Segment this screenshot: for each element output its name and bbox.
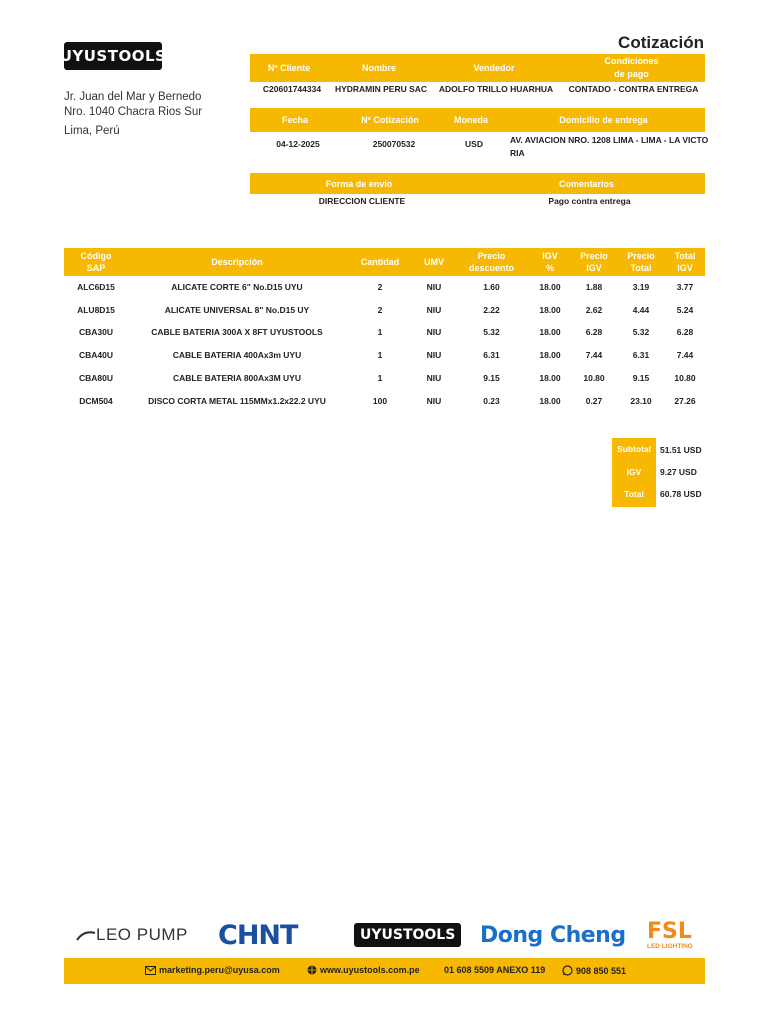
item-description: CABLE BATERIA 400Ax3m UYU	[172, 350, 302, 361]
item-price-total: 6.31	[632, 350, 650, 361]
item-total-igv: 10.80	[674, 372, 696, 383]
item-discount-price: 0.23	[483, 395, 500, 406]
currency: USD	[465, 139, 483, 149]
footer-bar	[64, 958, 705, 984]
header-shipping-method: Forma de envío	[325, 178, 393, 189]
leo-pump-icon	[76, 928, 96, 942]
col-price-igv: Precio IGV	[580, 251, 608, 273]
item-description: CABLE BATERIA 300A X 8FT UYUSTOOLS	[151, 327, 323, 338]
item-igv-percent: 18.00	[539, 372, 561, 383]
item-igv-percent: 18.00	[539, 282, 561, 292]
item-price-igv: 7.44	[585, 350, 603, 361]
quote-number: 250070532	[372, 139, 416, 149]
subtotal-label: Subtotal	[612, 438, 656, 461]
company-logo	[59, 42, 167, 70]
table-row	[64, 280, 705, 296]
item-igv-percent: 18.00	[539, 304, 561, 315]
client-number: C20601744334	[262, 84, 322, 94]
igv-label: IGV	[612, 461, 656, 483]
footer-website[interactable]: www.uyustools.com.pe	[307, 965, 420, 975]
item-description: CABLE BATERIA 800Ax3M UYU	[173, 372, 301, 383]
table-row	[64, 394, 705, 410]
items-table-header	[64, 248, 705, 276]
item-code: CBA30U	[78, 327, 113, 338]
item-total-igv: 7.44	[676, 350, 694, 361]
item-price-igv: 1.88	[585, 282, 603, 292]
col-code: Código SAP	[80, 251, 112, 273]
item-price-total: 5.32	[632, 327, 650, 338]
item-total-igv: 3.77	[676, 282, 694, 292]
col-total-igv: Total IGV	[674, 251, 696, 273]
igv-value: 9.27 USD	[660, 467, 697, 477]
quote-date: 04-12-2025	[276, 139, 320, 149]
seller-name: ADOLFO TRILLO HUARHUA	[438, 84, 554, 94]
client-name: HYDRAMIN PERU SAC	[334, 84, 428, 94]
brand-uyustools: UYUSTOOLS	[354, 915, 461, 955]
header-delivery-address: Domicilio de entrega	[559, 115, 648, 125]
globe-icon	[307, 965, 317, 975]
item-code: CBA40U	[78, 350, 113, 361]
item-description: DISCO CORTA METAL 115MMx1.2x22.2 UYU	[148, 395, 326, 406]
item-quantity: 1	[377, 372, 383, 383]
header-payment-conditions: Condiciones de pago	[604, 56, 659, 79]
item-quantity: 1	[377, 327, 383, 338]
item-total-igv: 6.28	[676, 327, 694, 338]
item-price-igv: 6.28	[585, 327, 603, 338]
address-line: Jr. Juan del Mar y Bernedo	[64, 91, 202, 103]
item-discount-price: 5.32	[483, 327, 500, 338]
item-discount-price: 9.15	[483, 372, 500, 383]
item-total-igv: 5.24	[676, 304, 694, 315]
header-seller: Vendedor	[473, 63, 515, 73]
brand-leo-pump: LEO PUMP	[76, 915, 188, 955]
logo-text: UYUSTOOLS	[59, 47, 167, 65]
table-row	[64, 303, 705, 319]
item-discount-price: 1.60	[483, 282, 500, 292]
item-discount-price: 2.22	[483, 304, 500, 315]
col-quantity: Cantidad	[360, 257, 400, 267]
item-igv-percent: 18.00	[539, 327, 561, 338]
address-line: Lima, Perú	[64, 125, 120, 137]
item-total-igv: 27.26	[674, 395, 696, 406]
header-quote-number: Nº Cotización	[361, 115, 419, 125]
brand-chint: CHNT	[218, 919, 298, 951]
item-code: ALC6D15	[77, 282, 115, 292]
item-umv: NIU	[426, 350, 442, 361]
col-price-total: Precio Total	[627, 251, 655, 273]
payment-conditions: CONTADO - CONTRA ENTREGA	[568, 84, 699, 94]
header-date: Fecha	[281, 115, 308, 125]
item-price-igv: 2.62	[585, 304, 603, 315]
header-name: Nombre	[361, 63, 396, 73]
item-code: DCM504	[79, 395, 113, 406]
table-row	[64, 348, 705, 364]
item-quantity: 2	[377, 282, 383, 292]
item-price-total: 23.10	[630, 395, 652, 406]
header-client-number: Nº Cliente	[267, 63, 311, 73]
item-umv: NIU	[426, 327, 442, 338]
brand-fsl: FSL LED LIGHTING	[647, 918, 693, 950]
item-code: ALU8D15	[77, 304, 115, 315]
item-price-igv: 0.27	[585, 395, 603, 406]
item-price-total: 4.44	[632, 304, 650, 315]
shipping-header-bar	[250, 173, 705, 194]
partner-brands	[64, 915, 705, 955]
item-price-total: 9.15	[632, 372, 650, 383]
item-price-total: 3.19	[632, 282, 650, 292]
item-umv: NIU	[426, 372, 442, 383]
header-comments: Comentarios	[558, 178, 614, 189]
footer-whatsapp[interactable]: 908 850 551	[562, 965, 626, 976]
delivery-address: AV. AVIACION NRO. 1208 LIMA - LIMA - LA VICTO RIA	[510, 135, 709, 158]
comments: Pago contra entrega	[548, 196, 631, 206]
whatsapp-icon	[562, 965, 573, 976]
item-umv: NIU	[426, 282, 442, 292]
address-line: Nro. 1040 Chacra Rios Sur	[64, 105, 203, 118]
brand-dong-cheng: Dong Cheng	[480, 922, 626, 948]
item-umv: NIU	[426, 304, 442, 315]
table-row	[64, 325, 705, 341]
shipping-method: DIRECCION CLIENTE	[318, 196, 406, 206]
total-label: Total	[612, 483, 656, 507]
subtotal-value: 51.51 USD	[660, 445, 702, 455]
col-umv: UMV	[424, 257, 444, 267]
item-price-igv: 10.80	[583, 372, 605, 383]
item-code: CBA80U	[78, 372, 113, 383]
col-igv-percent: IGV %	[542, 251, 558, 273]
item-igv-percent: 18.00	[539, 395, 561, 406]
company-address	[64, 90, 202, 139]
footer-email[interactable]: marketing.peru@uyusa.com	[145, 965, 280, 975]
item-quantity: 100	[372, 395, 388, 406]
table-row	[64, 371, 705, 387]
item-discount-price: 6.31	[483, 350, 500, 361]
item-description: ALICATE CORTE 6" No.D15 UYU	[171, 282, 303, 292]
mail-icon	[145, 966, 156, 975]
col-discount-price: Precio descuento	[468, 251, 514, 273]
client-header-bar	[250, 54, 705, 82]
footer-phone[interactable]: 01 608 5509 ANEXO 119	[444, 965, 546, 975]
item-description: ALICATE UNIVERSAL 8" No.D15 UY	[164, 304, 310, 315]
item-igv-percent: 18.00	[539, 350, 561, 361]
item-quantity: 2	[377, 304, 383, 315]
total-value: 60.78 USD	[660, 489, 702, 499]
document-title: Cotización	[618, 33, 704, 52]
item-quantity: 1	[377, 350, 383, 361]
col-description: Descripción	[211, 257, 263, 267]
header-currency: Moneda	[453, 115, 488, 125]
item-umv: NIU	[426, 395, 442, 406]
quote-header-bar	[250, 108, 705, 132]
